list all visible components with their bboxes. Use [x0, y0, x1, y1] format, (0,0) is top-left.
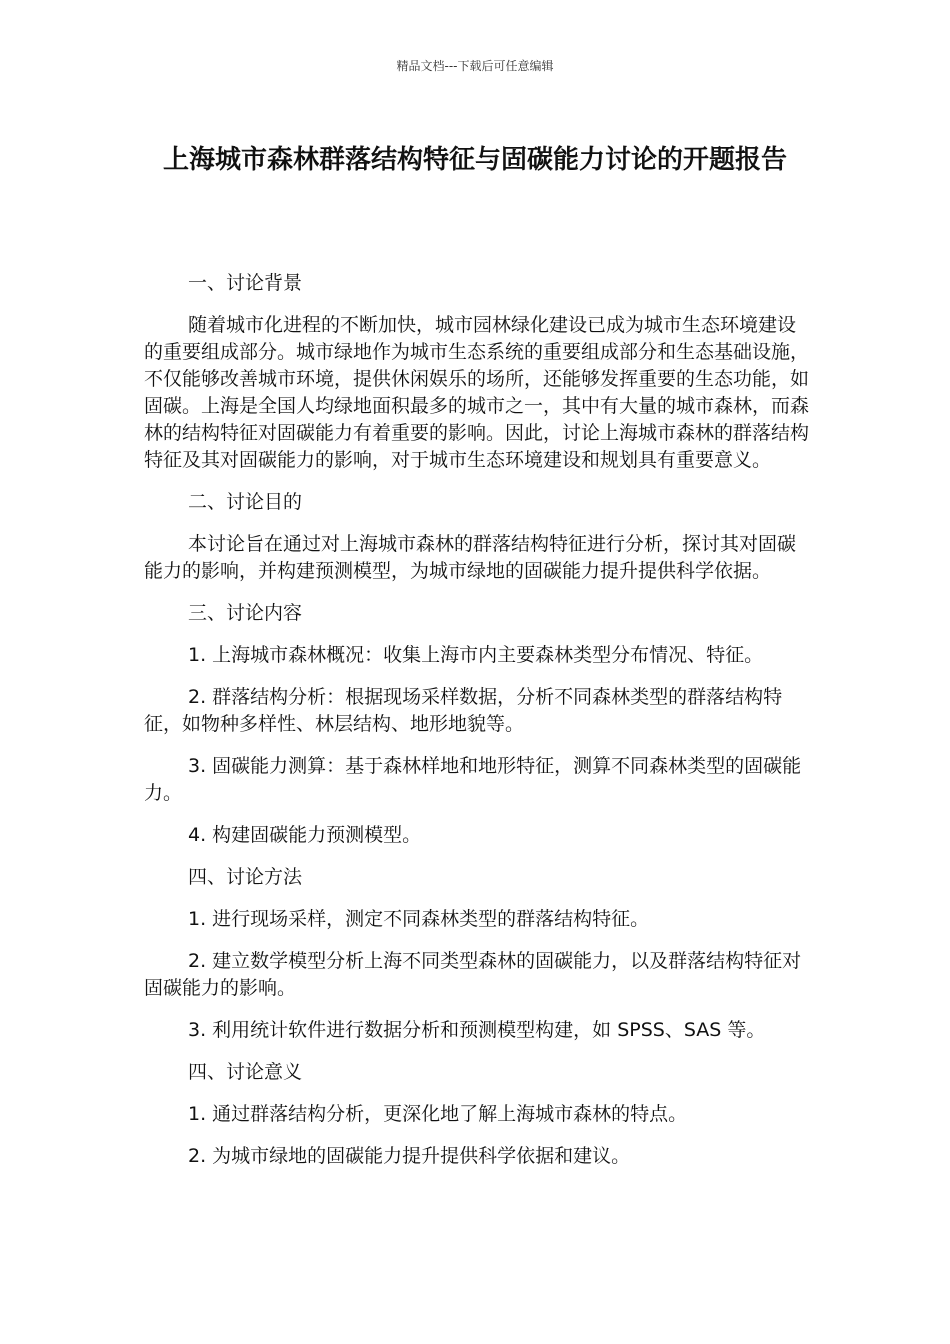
purpose-paragraph: 本讨论旨在通过对上海城市森林的群落结构特征进行分析，探讨其对固碳能力的影响，并构建预测模型，为城市绿地的固碳能力提升提供科学依据。	[144, 533, 797, 582]
content-item-4: 4. 构建固碳能力预测模型。	[188, 824, 422, 846]
content-item-3: 3. 固碳能力测算：基于森林样地和地形特征，测算不同森林类型的固碳能力。	[144, 755, 802, 804]
methods-item-2: 2. 建立数学模型分析上海不同类型森林的固碳能力，以及群落结构特征对固碳能力的影响。	[144, 950, 802, 999]
document-body	[144, 270, 810, 1185]
section-heading-purpose: 二、讨论目的	[188, 491, 303, 513]
section-heading-content: 三、讨论内容	[188, 602, 303, 624]
content-item-1: 1. 上海城市森林概况：收集上海市内主要森林类型分布情况、特征。	[188, 644, 764, 666]
significance-item-1: 1. 通过群落结构分析，更深化地了解上海城市森林的特点。	[188, 1103, 688, 1125]
significance-item-2: 2. 为城市绿地的固碳能力提升提供科学依据和建议。	[188, 1145, 631, 1167]
background-paragraph: 随着城市化进程的不断加快，城市园林绿化建设已成为城市生态环境建设的重要组成部分。城市绿地作为城市生态系统的重要组成部分和生态基础设施，不仅能够改善城市环境，提供休闲娱乐的场所，还能够发挥重要的生态功能，如固碳。上海是全国人均绿地面积最多的城市之一，其中有大量的城市森林，而森林的结构特征对固碳能力有着重要的影响。因此，讨论上海城市森林的群落结构特征及其对固碳能力的影响，对于城市生态环境建设和规划具有重要意义。	[144, 314, 810, 471]
methods-item-1: 1. 进行现场采样，测定不同森林类型的群落结构特征。	[188, 908, 650, 930]
methods-item-3: 3. 利用统计软件进行数据分析和预测模型构建，如 SPSS、SAS 等。	[188, 1019, 766, 1041]
document-title: 上海城市森林群落结构特征与固碳能力讨论的开题报告	[162, 145, 787, 175]
section-heading-significance: 四、讨论意义	[188, 1061, 303, 1083]
header-note: 精品文档---下载后可任意编辑	[396, 59, 554, 73]
section-heading-methods: 四、讨论方法	[188, 866, 303, 888]
section-heading-background: 一、讨论背景	[188, 272, 303, 294]
content-item-2: 2. 群落结构分析：根据现场采样数据，分析不同森林类型的群落结构特征，如物种多样性、林层结构、地形地貌等。	[144, 686, 783, 735]
